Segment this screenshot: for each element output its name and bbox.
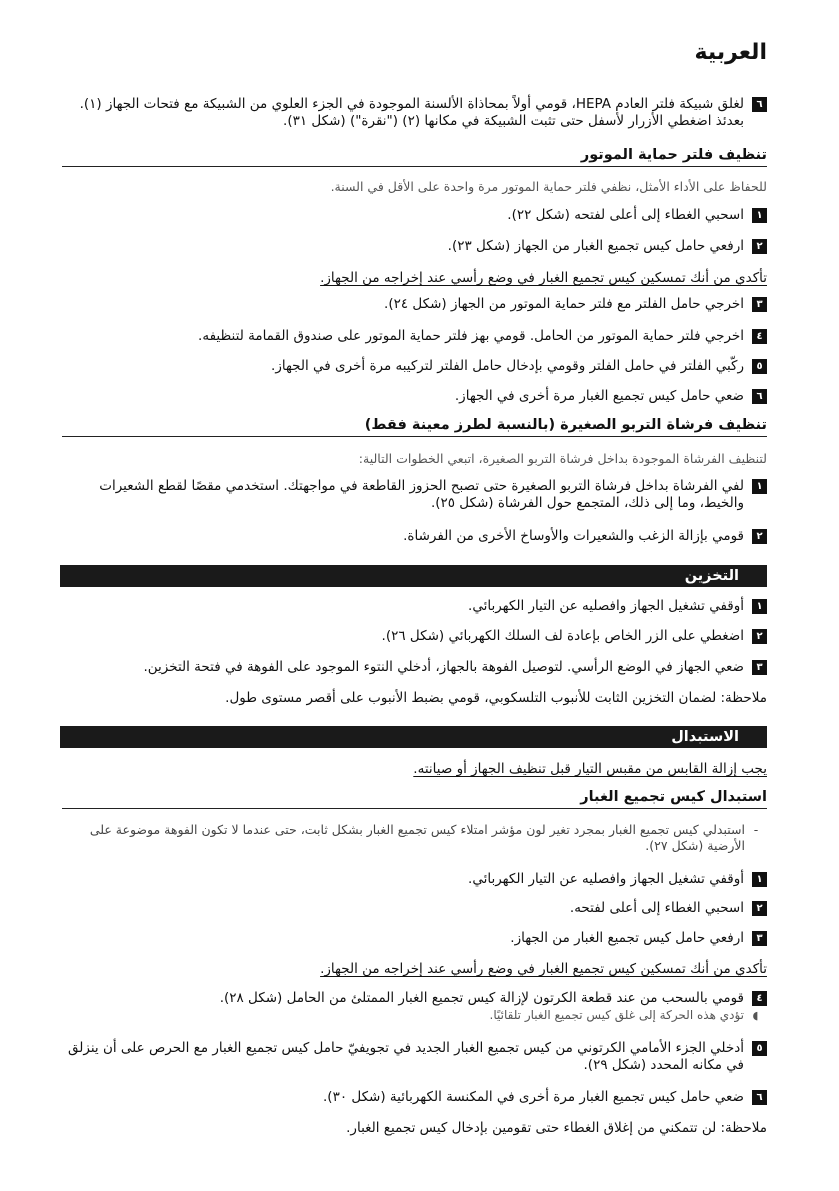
tip-icon: ◖ [752, 1009, 759, 1022]
section-bar-storage: التخزين [60, 565, 767, 587]
section-title-motor-filter: تنظيف فلتر حماية الموتور [62, 147, 767, 167]
step-text: ركّبي الفلتر في حامل الفلتر وقومي بإدخال حامل الفلتر لتركيبه مرة أخرى في الجهاز. [271, 358, 744, 374]
step-number: ٦ [752, 97, 767, 112]
step-text: لغلق شبيكة فلتر العادم HEPA، قومي أولاً بمحاذاة الألسنة الموجودة في الجزء العلوي من الشبيكة مع فتحات الجهاز (١). بعدئذ اضغطي الأزرار لأسفل حتى تثبت الشبيكة في مكانها (٢) ("نقرة") (شكل ٣١). [79, 96, 744, 129]
dash-mark: - [753, 822, 759, 837]
step-text: ارفعي حامل كيس تجميع الغبار من الجهاز. [510, 930, 744, 946]
warning-note [62, 761, 767, 778]
hepa-step-6 [62, 96, 767, 130]
list-item [62, 207, 767, 224]
step-text: ضعي الجهاز في الوضع الرأسي. لتوصيل الفوهة بالجهاز، أدخلي النتوء الموجود على الفوهة في فتحة التخزين. [143, 659, 744, 675]
list-item [62, 238, 767, 255]
step-number: ٢ [752, 239, 767, 254]
step-number: ٤ [752, 329, 767, 344]
section-bar-replacement: الاستبدال [60, 726, 767, 748]
step-text: اخرجي حامل الفلتر مع فلتر حماية الموتور من الجهاز (شكل ٢٤). [384, 296, 744, 312]
step-number: ٣ [752, 931, 767, 946]
list-item [62, 990, 767, 1007]
step-number: ٤ [752, 991, 767, 1006]
step-text: قومي بالسحب من عند قطعة الكرتون لإزالة كيس تجميع الغبار الممتلئ من الحامل (شكل ٢٨). [219, 990, 744, 1006]
step-text: اسحبي الغطاء إلى أعلى لفتحه. [569, 900, 744, 916]
step-text: ارفعي حامل كيس تجميع الغبار من الجهاز (شكل ٢٣). [447, 238, 744, 254]
step-number: ٢ [752, 629, 767, 644]
caution-note [62, 270, 767, 287]
tip-item [62, 1008, 767, 1023]
list-item [62, 358, 767, 375]
turbo-intro: لتنظيف الفرشاة الموجودة بداخل فرشاة التربو الصغيرة، اتبعي الخطوات التالية: [358, 451, 767, 466]
step-number: ١ [752, 872, 767, 887]
list-item [62, 900, 767, 917]
list-item [62, 628, 767, 645]
step-number: ١ [752, 208, 767, 223]
manual-page [62, 0, 767, 1191]
step-text: أدخلي الجزء الأمامي الكرتوني من كيس تجميع الغبار الجديد في تجويفيّ حامل كيس تجميع الغبار مع الحرص على أن ينزلق في مكانه المحدد (شكل ٢٩). [68, 1040, 744, 1073]
step-text: اضغطي على الزر الخاص بإعادة لف السلك الكهربائي (شكل ٢٦). [381, 628, 744, 644]
caution-text: تأكدي من أنك تمسكين كيس تجميع الغبار في وضع رأسي عند إخراجه من الجهاز. [320, 961, 767, 977]
step-number: ٢ [752, 529, 767, 544]
step-text: لفي الفرشاة بداخل فرشاة التربو الصغيرة حتى تصبح الحزوز القاطعة في مواجهتك. استخدمي مقصًا لقطع الشعيرات والخيط، وما إلى ذلك، المتجمع حول الفرشاة (شكل ٢٥). [99, 478, 744, 511]
dash-item [62, 822, 767, 854]
step-number: ٣ [752, 660, 767, 675]
step-number: ٥ [752, 359, 767, 374]
list-item [62, 528, 767, 545]
step-number: ١ [752, 599, 767, 614]
motor-filter-intro: للحفاظ على الأداء الأمثل، نظفي فلتر حماية الموتور مرة واحدة على الأقل في السنة. [330, 179, 767, 194]
final-note: ملاحظة: لن تتمكني من إغلاق الغطاء حتى تقومين بإدخال كيس تجميع الغبار. [346, 1120, 767, 1136]
warning-text: يجب إزالة القابس من مقبس التيار قبل تنظيف الجهاز أو صيانته. [413, 761, 767, 777]
caution-note [62, 961, 767, 978]
list-item [62, 328, 767, 345]
list-item [62, 598, 767, 615]
list-item [62, 1089, 767, 1106]
step-text: أوقفي تشغيل الجهاز وافصليه عن التيار الكهربائي. [468, 871, 744, 887]
step-number: ٢ [752, 901, 767, 916]
step-number: ٥ [752, 1041, 767, 1056]
language-heading: العربية [694, 40, 767, 65]
section-title-dust-bag: استبدال كيس تجميع الغبار [62, 789, 767, 809]
tip-text: تؤدي هذه الحركة إلى غلق كيس تجميع الغبار تلقائيًا. [489, 1008, 744, 1022]
step-text: ضعي حامل كيس تجميع الغبار مرة أخرى في المكنسة الكهربائية (شكل ٣٠). [323, 1089, 744, 1105]
caution-text: تأكدي من أنك تمسكين كيس تجميع الغبار في وضع رأسي عند إخراجه من الجهاز. [320, 270, 767, 286]
step-text: أوقفي تشغيل الجهاز وافصليه عن التيار الكهربائي. [468, 598, 744, 614]
step-number: ٦ [752, 389, 767, 404]
step-text: اسحبي الغطاء إلى أعلى لفتحه (شكل ٢٢). [507, 207, 744, 223]
step-number: ٦ [752, 1090, 767, 1105]
dash-text: استبدلي كيس تجميع الغبار بمجرد تغير لون مؤشر امتلاء كيس تجميع الغبار بشكل ثابت، حتى عندما لا تكون الفوهة موضوعة على الأرضية (شكل ٢٧). [89, 822, 745, 853]
list-item [62, 478, 767, 512]
step-text: اخرجي فلتر حماية الموتور من الحامل. قومي بهز فلتر حماية الموتور على صندوق القمامة لتنظيفه. [198, 328, 744, 344]
list-item [62, 388, 767, 405]
list-item [62, 930, 767, 947]
step-text: قومي بإزالة الزغب والشعيرات والأوساخ الأخرى من الفرشاة. [403, 528, 744, 544]
list-item [62, 871, 767, 888]
storage-note: ملاحظة: لضمان التخزين الثابت للأنبوب التلسكوبي، قومي بضبط الأنبوب على أقصر مستوى طول. [225, 690, 767, 706]
step-number: ٣ [752, 297, 767, 312]
list-item [62, 296, 767, 313]
list-item [62, 1040, 767, 1074]
list-item [62, 659, 767, 676]
step-text: ضعي حامل كيس تجميع الغبار مرة أخرى في الجهاز. [454, 388, 744, 404]
section-title-turbo-brush: تنظيف فرشاة التربو الصغيرة (بالنسبة لطرز معينة فقط) [62, 417, 767, 437]
step-number: ١ [752, 479, 767, 494]
